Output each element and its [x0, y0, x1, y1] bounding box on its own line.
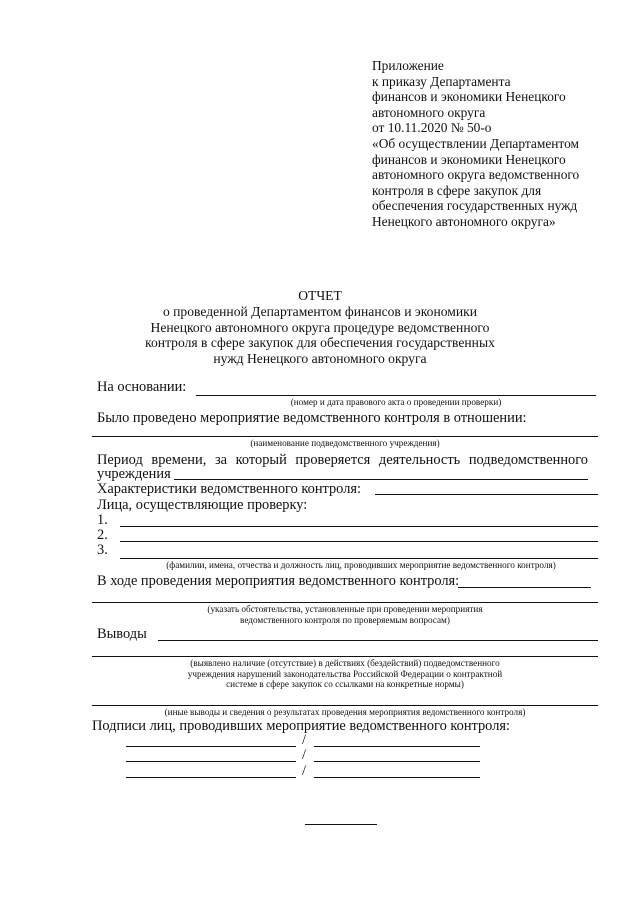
- signature-2-name-line[interactable]: [314, 761, 480, 762]
- violations-field-line[interactable]: [92, 656, 598, 657]
- person-number-1: 1.: [97, 512, 108, 528]
- annex-line: к приказу Департамента: [372, 73, 511, 89]
- period-field-line[interactable]: [174, 479, 588, 480]
- report-subtitle-line: контроля в сфере закупок для обеспечения государственных: [145, 335, 495, 351]
- circumstances-hint: [92, 604, 598, 625]
- institution-hint: (наименование подведомственного учреждения): [250, 438, 440, 448]
- closing-divider: [305, 824, 377, 825]
- report-title: ОТЧЕТ: [298, 288, 342, 303]
- signature-3-name-line[interactable]: [314, 777, 480, 778]
- circumstances-hint-line: ведомственного контроля по проверяемым вопросам): [240, 614, 450, 625]
- conclusions-label: Выводы: [97, 626, 147, 642]
- basis-label: На основании:: [97, 379, 187, 395]
- circumstances-hint-line: (указать обстоятельства, установленные при проведении мероприятия: [207, 604, 483, 614]
- period-label-line1: Период времени, за который проверяется деятельность подведомственного: [97, 452, 588, 468]
- signatures-label: Подписи лиц, проводивших мероприятие ведомственного контроля:: [92, 718, 510, 734]
- annex-line: финансов и экономики Ненецкого: [372, 151, 566, 167]
- annex-line: обеспечения государственных нужд: [372, 198, 578, 214]
- characteristics-field-line[interactable]: [375, 494, 598, 495]
- signature-1-name-line[interactable]: [314, 746, 480, 747]
- person-number-3: 3.: [97, 542, 108, 558]
- other-field-line[interactable]: [92, 705, 598, 706]
- report-subtitle-line: о проведенной Департаментом финансов и экономики: [162, 303, 478, 319]
- signature-separator: /: [302, 763, 306, 779]
- report-subtitle-line: Ненецкого автономного округа процедуре ведомственного: [150, 319, 490, 335]
- characteristics-label: Характеристики ведомственного контроля:: [97, 481, 361, 497]
- violations-hint-line: (выявлено наличие (отсутствие) в действиях (бездействий) подведомственного: [190, 658, 500, 668]
- institution-field-line[interactable]: [92, 436, 598, 437]
- report-title-block: [0, 288, 640, 367]
- violations-hint-line: учреждения нарушений законодательства Российской Федерации о контрактной: [187, 668, 503, 679]
- conducted-label: Было проведено мероприятие ведомственного контроля в отношении:: [97, 410, 527, 426]
- person-number-2: 2.: [97, 527, 108, 543]
- person-3-field-line[interactable]: [120, 558, 598, 559]
- annex-line: контроля в сфере закупок для: [372, 182, 542, 198]
- signature-separator: /: [302, 747, 306, 763]
- during-field-line[interactable]: [458, 587, 591, 588]
- report-subtitle-line: нужд Ненецкого автономного округа: [213, 351, 427, 367]
- basis-field-line[interactable]: [196, 395, 596, 396]
- signature-separator: /: [302, 732, 306, 748]
- other-hint: (иные выводы и сведения о результатах проведения мероприятия ведомственного контроля): [164, 707, 526, 717]
- annex-block: [372, 58, 622, 230]
- annex-line: Ненецкого автономного округа»: [372, 213, 556, 229]
- signature-1-field-line[interactable]: [126, 746, 296, 747]
- annex-line: финансов и экономики Ненецкого: [372, 89, 566, 105]
- annex-line: от 10.11.2020 № 50-о: [372, 120, 492, 136]
- person-1-field-line[interactable]: [120, 526, 598, 527]
- signature-2-field-line[interactable]: [126, 761, 296, 762]
- violations-hint: [92, 658, 598, 690]
- persons-label: Лица, осуществляющие проверку:: [97, 497, 308, 513]
- persons-hint: (фамилии, имена, отчества и должность лиц, проводивших мероприятие ведомственного контроля): [166, 560, 556, 570]
- basis-hint: (номер и дата правового акта о проведении проверки): [290, 397, 502, 407]
- conclusions-field-line[interactable]: [158, 640, 598, 641]
- annex-line: автономного округа ведомственного: [372, 167, 580, 183]
- period-label-line2: учреждения: [97, 466, 171, 482]
- annex-line: автономного округа: [372, 104, 486, 120]
- circumstances-field-line[interactable]: [92, 602, 598, 603]
- violations-hint-line: системе в сфере закупок со ссылками на конкретные нормы): [226, 679, 464, 690]
- signature-3-field-line[interactable]: [126, 777, 296, 778]
- during-label: В ходе проведения мероприятия ведомственного контроля:: [97, 573, 460, 589]
- annex-line: Приложение: [372, 58, 444, 73]
- annex-line: «Об осуществлении Департаментом: [372, 135, 580, 151]
- person-2-field-line[interactable]: [120, 541, 598, 542]
